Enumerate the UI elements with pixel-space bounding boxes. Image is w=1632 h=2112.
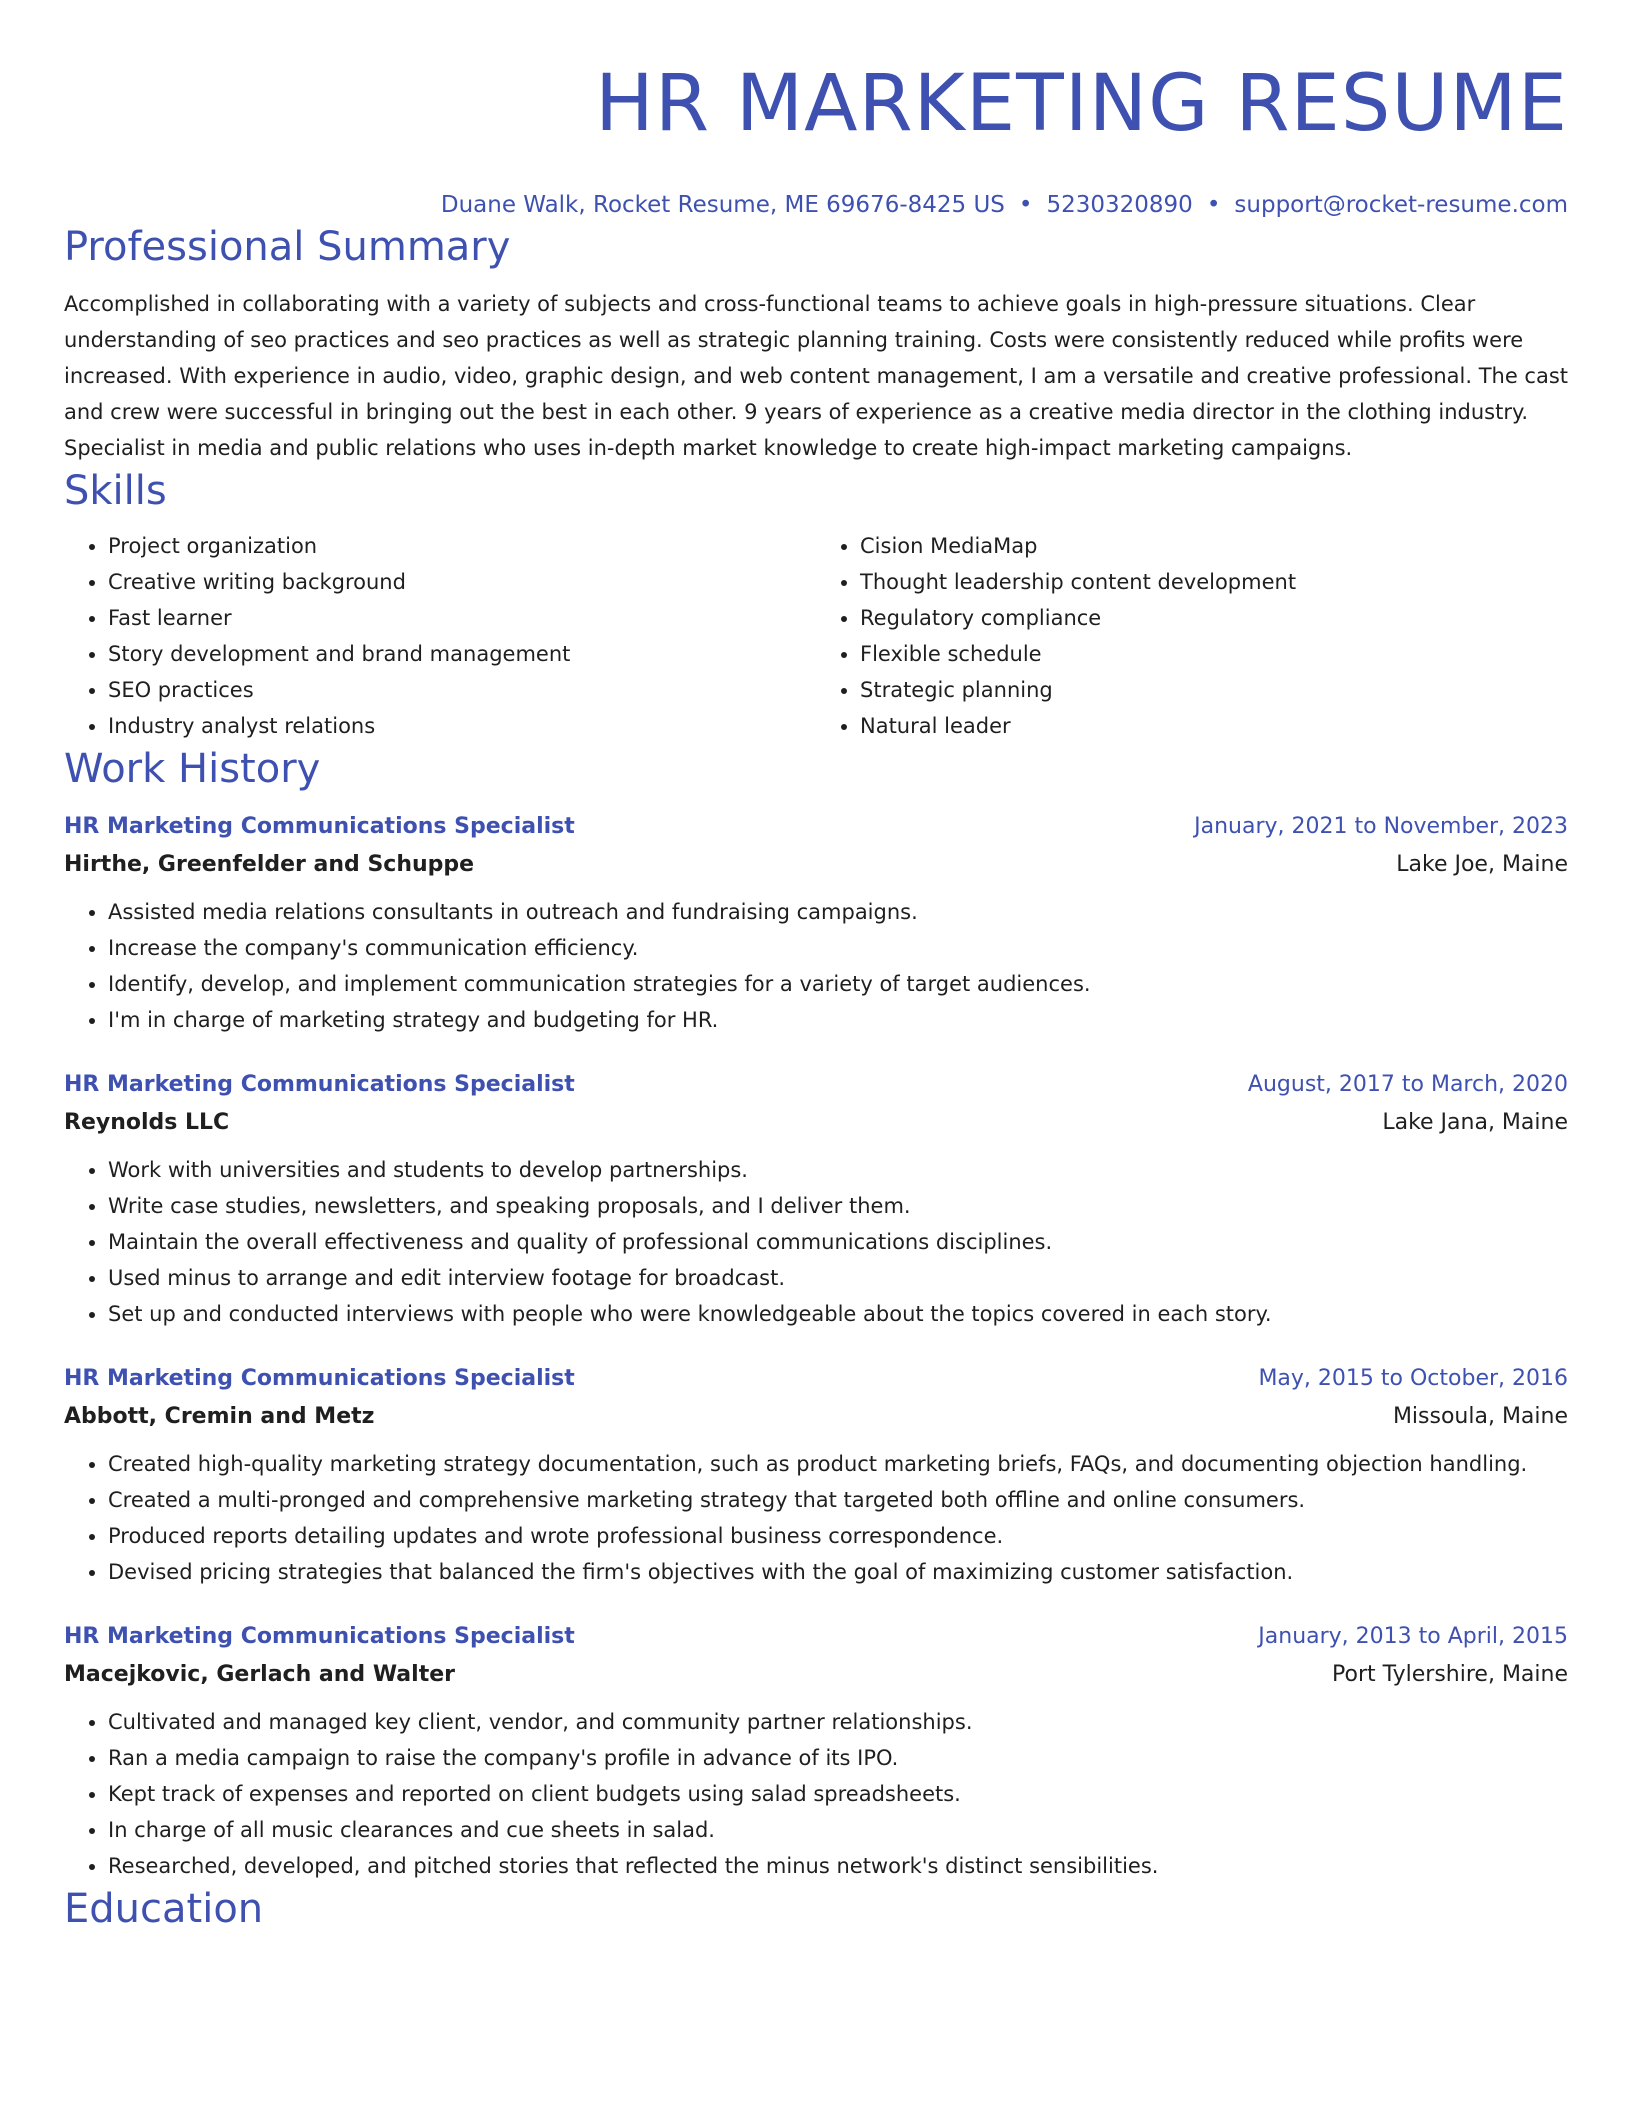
job-entry bbox=[64, 808, 1568, 1038]
job-bullet: • Maintain the overall effectiveness and quality of professional communications disciplines. bbox=[108, 1224, 1568, 1260]
company-name: Abbott, Cremin and Metz bbox=[64, 1404, 375, 1429]
job-bullet: • Researched, developed, and pitched stories that reflected the minus network's distinct sensibilities. bbox=[108, 1848, 1568, 1884]
job-entry bbox=[64, 1360, 1568, 1590]
job-bullet: • Kept track of expenses and reported on client budgets using salad spreadsheets. bbox=[108, 1776, 1568, 1812]
skill-item: • Industry analyst relations bbox=[108, 708, 816, 744]
job-title: HR Marketing Communications Specialist bbox=[64, 814, 575, 839]
job-bullet: • I'm in charge of marketing strategy and budgeting for HR. bbox=[108, 1002, 1568, 1038]
job-bullet: • Created high-quality marketing strategy documentation, such as product marketing briefs, FAQs, and documenting objection handling. bbox=[108, 1446, 1568, 1482]
job-title: HR Marketing Communications Specialist bbox=[64, 1072, 575, 1097]
skill-item: • Natural leader bbox=[860, 708, 1568, 744]
company-name: Macejkovic, Gerlach and Walter bbox=[64, 1662, 455, 1687]
skill-item: • Fast learner bbox=[108, 600, 816, 636]
skill-item: • Thought leadership content development bbox=[860, 564, 1568, 600]
job-location: Lake Jana, Maine bbox=[1382, 1110, 1568, 1135]
contact-line bbox=[64, 188, 1568, 222]
skill-item: • Flexible schedule bbox=[860, 636, 1568, 672]
job-bullet: • Write case studies, newsletters, and speaking proposals, and I deliver them. bbox=[108, 1188, 1568, 1224]
summary-text: Accomplished in collaborating with a variety of subjects and cross-functional teams to achieve goals in high-pressure situations. Clear understanding of seo practices and seo practices as well as strategic planning training. Costs were consistently reduced while profits were increased. With experience in audio, video, graphic design, and web content management, I am a versatile and creative professional. The cast and crew were successful in bringing out the best in each other. 9 years of experience as a creative media director in the clothing industry. Specialist in media and public relations who uses in-depth market knowledge to create high-impact marketing campaigns. bbox=[64, 292, 1569, 460]
job-bullet: • Identify, develop, and implement communication strategies for a variety of target audiences. bbox=[108, 966, 1568, 1002]
job-dates: August, 2017 to March, 2020 bbox=[1247, 1072, 1568, 1097]
job-bullet: • Used minus to arrange and edit interview footage for broadcast. bbox=[108, 1260, 1568, 1296]
education-heading: Education bbox=[64, 1886, 264, 1932]
job-title: HR Marketing Communications Specialist bbox=[64, 1366, 575, 1391]
job-bullet: • Devised pricing strategies that balanced the firm's objectives with the goal of maximizing customer satisfaction. bbox=[108, 1554, 1568, 1590]
job-bullet: • In charge of all music clearances and cue sheets in salad. bbox=[108, 1812, 1568, 1848]
skills-list bbox=[64, 528, 1568, 744]
job-bullet: • Set up and conducted interviews with people who were knowledgeable about the topics covered in each story. bbox=[108, 1296, 1568, 1332]
job-bullet: • Ran a media campaign to raise the company's profile in advance of its IPO. bbox=[108, 1740, 1568, 1776]
contact-email[interactable]: support@rocket-resume.com bbox=[1234, 192, 1568, 218]
separator-dot: • bbox=[1018, 192, 1033, 218]
skills-heading: Skills bbox=[64, 468, 167, 514]
job-dates: January, 2021 to November, 2023 bbox=[1194, 814, 1568, 839]
job-bullets bbox=[64, 894, 1568, 1038]
job-title: HR Marketing Communications Specialist bbox=[64, 1624, 575, 1649]
skills-column-left bbox=[64, 528, 816, 744]
job-dates: May, 2015 to October, 2016 bbox=[1258, 1366, 1568, 1391]
skill-item: • Creative writing background bbox=[108, 564, 816, 600]
job-bullets bbox=[64, 1704, 1568, 1884]
skill-item: • Regulatory compliance bbox=[860, 600, 1568, 636]
job-location: Lake Joe, Maine bbox=[1396, 852, 1568, 877]
job-dates: January, 2013 to April, 2015 bbox=[1258, 1624, 1568, 1649]
job-bullet: • Work with universities and students to develop partnerships. bbox=[108, 1152, 1568, 1188]
skill-item: • Cision MediaMap bbox=[860, 528, 1568, 564]
skill-item: • SEO practices bbox=[108, 672, 816, 708]
skill-item: • Project organization bbox=[108, 528, 816, 564]
job-bullets bbox=[64, 1152, 1568, 1332]
company-name: Reynolds LLC bbox=[64, 1110, 230, 1135]
job-location: Missoula, Maine bbox=[1392, 1404, 1568, 1429]
job-bullet: • Assisted media relations consultants in outreach and fundraising campaigns. bbox=[108, 894, 1568, 930]
job-bullet: • Created a multi-pronged and comprehensive marketing strategy that targeted both offline and online consumers. bbox=[108, 1482, 1568, 1518]
contact-address: Duane Walk, Rocket Resume, ME 69676-8425 US bbox=[440, 192, 1005, 218]
work-history-heading: Work History bbox=[64, 746, 321, 792]
work-history-list bbox=[64, 808, 1568, 1884]
job-bullets bbox=[64, 1446, 1568, 1590]
contact-phone: 5230320890 bbox=[1046, 192, 1193, 218]
job-location: Port Tylershire, Maine bbox=[1332, 1662, 1568, 1687]
resume-title: HR MARKETING RESUME bbox=[595, 59, 1568, 149]
skill-item: • Story development and brand management bbox=[108, 636, 816, 672]
job-entry bbox=[64, 1618, 1568, 1884]
skill-item: • Strategic planning bbox=[860, 672, 1568, 708]
job-bullet: • Produced reports detailing updates and wrote professional business correspondence. bbox=[108, 1518, 1568, 1554]
skills-column-right bbox=[816, 528, 1568, 744]
job-bullet: • Cultivated and managed key client, vendor, and community partner relationships. bbox=[108, 1704, 1568, 1740]
job-bullet: • Increase the company's communication efficiency. bbox=[108, 930, 1568, 966]
summary-heading: Professional Summary bbox=[64, 224, 511, 270]
job-entry bbox=[64, 1066, 1568, 1332]
separator-dot: • bbox=[1206, 192, 1221, 218]
company-name: Hirthe, Greenfelder and Schuppe bbox=[64, 852, 475, 877]
